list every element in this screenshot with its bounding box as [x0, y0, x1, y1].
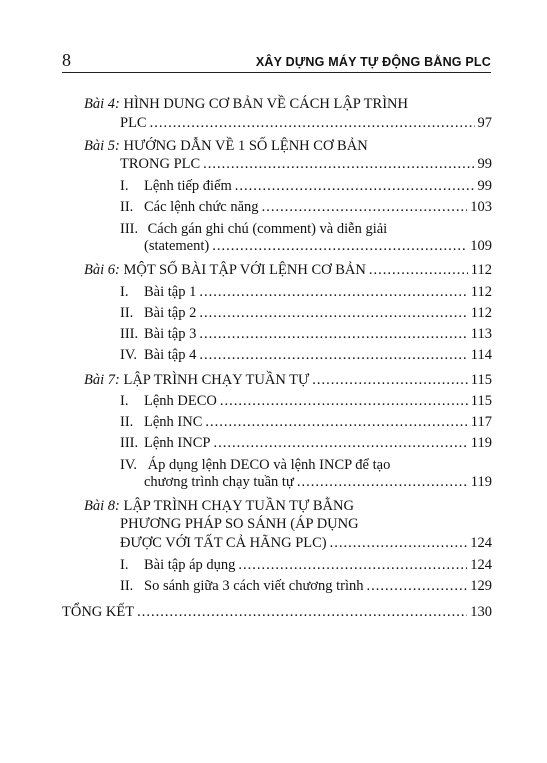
item-page: 114 — [470, 347, 492, 363]
item-title-cont: (statement) — [144, 238, 210, 254]
item-page: 129 — [470, 578, 492, 594]
toc-item[interactable] — [144, 474, 492, 491]
item-page: 117 — [470, 414, 492, 430]
toc-item[interactable] — [120, 305, 492, 322]
leader-dots — [203, 156, 474, 173]
summary-entry[interactable] — [62, 604, 492, 621]
toc-item-line1[interactable] — [120, 221, 387, 238]
item-title: Lệnh DECO — [144, 393, 217, 409]
item-number: IV. — [120, 347, 138, 363]
lesson-6-page: 112 — [470, 262, 492, 278]
leader-dots — [199, 305, 467, 322]
item-number: I. — [120, 178, 129, 194]
running-title: XÂY DỰNG MÁY TỰ ĐỘNG BẰNG PLC — [255, 55, 491, 69]
leader-dots — [199, 326, 467, 343]
lesson-6-title: MỘT SỐ BÀI TẬP VỚI LỆNH CƠ BẢN — [123, 262, 366, 278]
item-page: 119 — [470, 435, 492, 451]
item-title: Bài tập 2 — [144, 305, 197, 321]
lesson-7-entry[interactable] — [84, 372, 492, 389]
item-number: III. — [120, 326, 139, 342]
toc-item[interactable] — [120, 435, 492, 452]
lesson-8-entry[interactable] — [120, 535, 492, 552]
item-title: Bài tập 1 — [144, 284, 197, 300]
toc-item[interactable] — [144, 238, 492, 255]
item-page: 124 — [470, 557, 492, 573]
leader-dots — [330, 535, 468, 552]
item-title: Áp dụng lệnh DECO và lệnh INCP để tạo — [147, 457, 391, 473]
leader-dots — [137, 604, 467, 621]
item-title: Cách gán ghi chú (comment) và diễn giải — [147, 221, 388, 237]
item-number: III. — [120, 435, 139, 451]
lesson-5-heading[interactable] — [84, 138, 368, 155]
toc-item[interactable] — [120, 178, 492, 195]
lesson-5-title: HƯỚNG DẪN VỀ 1 SỐ LỆNH CƠ BẢN — [123, 138, 368, 154]
leader-dots — [312, 372, 468, 389]
summary-page: 130 — [470, 604, 492, 620]
toc-item[interactable] — [120, 578, 492, 595]
lesson-8-title-cont: ĐƯỢC VỚI TẤT CẢ HÃNG PLC) — [120, 535, 327, 551]
lesson-7-page: 115 — [470, 372, 492, 388]
lesson-6-label: Bài 6: — [84, 262, 120, 278]
item-page: 109 — [470, 238, 492, 254]
item-page: 113 — [470, 326, 492, 342]
lesson-5-entry[interactable] — [120, 156, 492, 173]
item-title: Lệnh tiếp điểm — [144, 178, 232, 194]
item-title: Lệnh INCP — [144, 435, 211, 451]
item-number: I. — [120, 284, 129, 300]
item-page: 119 — [470, 474, 492, 490]
item-number: II. — [120, 414, 134, 430]
leader-dots — [199, 284, 467, 301]
lesson-5-page: 99 — [477, 156, 492, 172]
leader-dots — [213, 435, 467, 452]
toc-item[interactable] — [120, 199, 492, 216]
item-number: III. — [120, 221, 139, 237]
lesson-5-label: Bài 5: — [84, 138, 120, 154]
lesson-4-heading[interactable] — [84, 96, 408, 113]
leader-dots — [199, 347, 467, 364]
lesson-8-heading[interactable] — [84, 498, 354, 515]
item-number: I. — [120, 557, 129, 573]
lesson-6-entry[interactable] — [84, 262, 492, 279]
item-title: Bài tập áp dụng — [144, 557, 236, 573]
item-page: 112 — [470, 284, 492, 300]
item-page: 99 — [477, 178, 492, 194]
lesson-4-label: Bài 4: — [84, 96, 120, 112]
leader-dots — [238, 557, 467, 574]
leader-dots — [212, 238, 467, 255]
summary-title: TỔNG KẾT — [62, 604, 135, 620]
item-number: IV. — [120, 457, 138, 473]
lesson-7-title: LẬP TRÌNH CHẠY TUẦN TỰ — [123, 372, 310, 388]
lesson-8-title: LẬP TRÌNH CHẠY TUẦN TỰ BẰNG — [123, 498, 354, 514]
lesson-4-title-cont: PLC — [120, 115, 147, 131]
item-number: I. — [120, 393, 129, 409]
leader-dots — [262, 199, 468, 216]
item-page: 115 — [470, 393, 492, 409]
toc-item[interactable] — [120, 326, 492, 343]
item-title: So sánh giữa 3 cách viết chương trình — [144, 578, 364, 594]
item-title-cont: chương trình chạy tuần tự — [144, 474, 294, 490]
toc-item[interactable] — [120, 557, 492, 574]
lesson-4-page: 97 — [477, 115, 492, 131]
toc-item-line1[interactable] — [120, 457, 390, 474]
lesson-8-page: 124 — [470, 535, 492, 551]
lesson-4-title: HÌNH DUNG CƠ BẢN VỀ CÁCH LẬP TRÌNH — [123, 96, 408, 112]
item-title: Bài tập 4 — [144, 347, 197, 363]
leader-dots — [367, 578, 468, 595]
toc-item[interactable] — [120, 347, 492, 364]
toc-item[interactable] — [120, 284, 492, 301]
lesson-5-title-cont: TRONG PLC — [120, 156, 201, 172]
lesson-8-title-line2: PHƯƠNG PHÁP SO SÁNH (ÁP DỤNG — [120, 516, 359, 532]
leader-dots — [235, 178, 475, 195]
leader-dots — [369, 262, 468, 279]
item-number: II. — [120, 199, 134, 215]
page-header — [62, 50, 491, 73]
toc-item[interactable] — [120, 414, 492, 431]
item-title: Lệnh INC — [144, 414, 203, 430]
leader-dots — [220, 393, 468, 410]
lesson-4-entry[interactable] — [120, 115, 492, 132]
item-number: II. — [120, 305, 134, 321]
leader-dots — [150, 115, 475, 132]
item-page: 112 — [470, 305, 492, 321]
lesson-7-label: Bài 7: — [84, 372, 120, 388]
item-page: 103 — [470, 199, 492, 215]
item-title: Các lệnh chức năng — [144, 199, 259, 215]
item-title: Bài tập 3 — [144, 326, 197, 342]
toc-item[interactable] — [120, 393, 492, 410]
item-number: II. — [120, 578, 134, 594]
lesson-8-label: Bài 8: — [84, 498, 120, 514]
leader-dots — [205, 414, 467, 431]
page-number: 8 — [62, 50, 71, 70]
leader-dots — [297, 474, 468, 491]
